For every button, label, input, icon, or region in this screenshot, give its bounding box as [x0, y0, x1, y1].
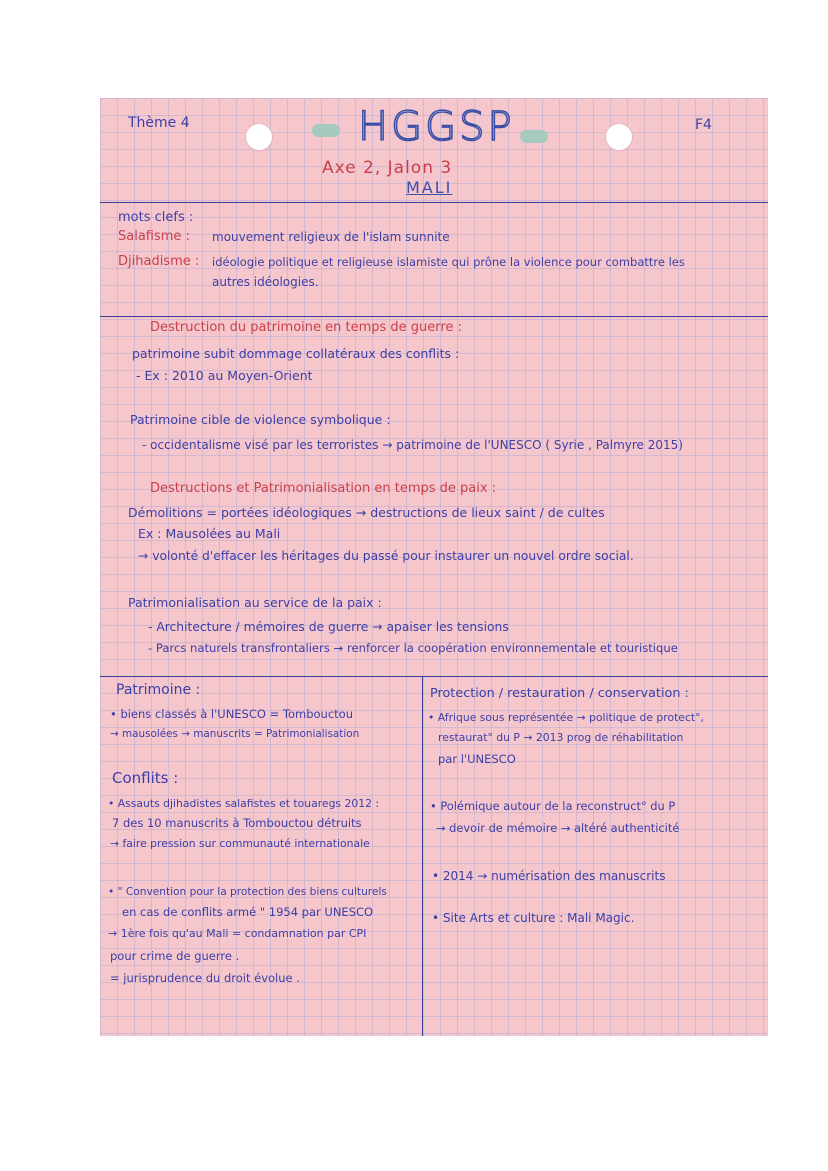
- example-moyen-orient: - Ex : 2010 au Moyen-Orient: [136, 368, 313, 383]
- sub-parcs-naturels: - Parcs naturels transfrontaliers → renforcer la coopération environnementale et touristique: [148, 641, 678, 655]
- protection-line-1: • Afrique sous représentée → politique de protect°,: [428, 711, 704, 724]
- punch-hole-left: [245, 123, 273, 151]
- bullet-demolitions: Démolitions = portées idéologiques → destructions de lieux saint / de cultes: [128, 505, 605, 520]
- conflits-line-1: • Assauts djihadistes salafistes et touaregs 2012 :: [108, 797, 380, 810]
- keywords-label: mots clefs :: [118, 210, 194, 225]
- conflits-line-2: 7 des 10 manuscrits à Tombouctou détruits: [112, 816, 362, 830]
- conflits-line-7: pour crime de guerre .: [110, 949, 240, 963]
- tape-decoration-right: [520, 130, 548, 143]
- sub-architecture: - Architecture / mémoires de guerre → apaiser les tensions: [148, 620, 509, 634]
- def-salafisme: mouvement religieux de l'islam sunnite: [212, 230, 450, 244]
- def-djihadisme: idéologie politique et religieuse islamiste qui prône la violence pour combattre les: [212, 255, 685, 269]
- patrimoine-line-2: → mausolées → manuscrits = Patrimonialisation: [110, 728, 360, 740]
- page-title: HGGSP: [358, 104, 515, 150]
- theme-label: Thème 4: [128, 115, 190, 131]
- term-salafisme: Salafisme :: [118, 229, 190, 244]
- example-mausolees: Ex : Mausolées au Mali: [138, 526, 281, 541]
- def-djihadisme-cont: autres idéologies.: [212, 275, 319, 289]
- sub-occidentalisme: - occidentalisme visé par les terroristes → patrimoine de l'UNESCO ( Syrie , Palmyre 2015): [142, 438, 683, 452]
- heading-patrimoine: Patrimoine :: [116, 682, 201, 698]
- protection-line-7: • Site Arts et culture : Mali Magic.: [432, 911, 635, 925]
- bullet-dommages: patrimoine subit dommage collatéraux des conflits :: [132, 346, 460, 361]
- heading-destruction-paix: Destructions et Patrimonialisation en temps de paix :: [150, 481, 497, 496]
- conflits-line-5: en cas de conflits armé " 1954 par UNESCO: [122, 905, 374, 919]
- conflits-line-6: → 1ère fois qu'au Mali = condamnation par CPI: [108, 927, 367, 940]
- divider-keywords: [100, 316, 768, 317]
- patrimoine-line-1: • biens classés à l'UNESCO = Tombouctou: [110, 707, 353, 721]
- divider-header: [100, 202, 768, 203]
- protection-line-6: • 2014 → numérisation des manuscrits: [432, 869, 666, 883]
- term-djihadisme: Djihadisme :: [118, 254, 200, 269]
- protection-line-2: restaurat° du P → 2013 prog de réhabilitation: [438, 731, 684, 744]
- axe-jalon: Axe 2, Jalon 3: [322, 158, 453, 178]
- protection-line-3: par l'UNESCO: [438, 752, 516, 766]
- protection-line-5: → devoir de mémoire → altéré authenticité: [436, 821, 680, 835]
- conflits-line-8: = jurisprudence du droit évolue .: [110, 971, 300, 985]
- column-divider: [422, 676, 423, 1036]
- conflits-line-3: → faire pression sur communauté internationale: [110, 837, 370, 850]
- punch-hole-right: [605, 123, 633, 151]
- conflits-line-4: • " Convention pour la protection des biens culturels: [108, 886, 387, 898]
- protection-line-4: • Polémique autour de la reconstruct° du P: [430, 799, 676, 813]
- subject-mali: MALI: [406, 178, 453, 197]
- divider-table-top: [100, 676, 768, 677]
- heading-protection: Protection / restauration / conservation :: [430, 686, 689, 701]
- tape-decoration-left: [312, 124, 340, 137]
- bullet-violence-symbolique: Patrimoine cible de violence symbolique :: [130, 412, 391, 427]
- heading-destruction-guerre: Destruction du patrimoine en temps de guerre :: [150, 320, 462, 335]
- heading-conflits: Conflits :: [112, 769, 179, 787]
- sheet-code: F4: [695, 117, 712, 133]
- notebook-sheet: [100, 98, 768, 1036]
- arrow-volonte: → volonté d'effacer les héritages du passé pour instaurer un nouvel ordre social.: [138, 549, 634, 563]
- bullet-patrimonialisation-paix: Patrimonialisation au service de la paix :: [128, 595, 382, 610]
